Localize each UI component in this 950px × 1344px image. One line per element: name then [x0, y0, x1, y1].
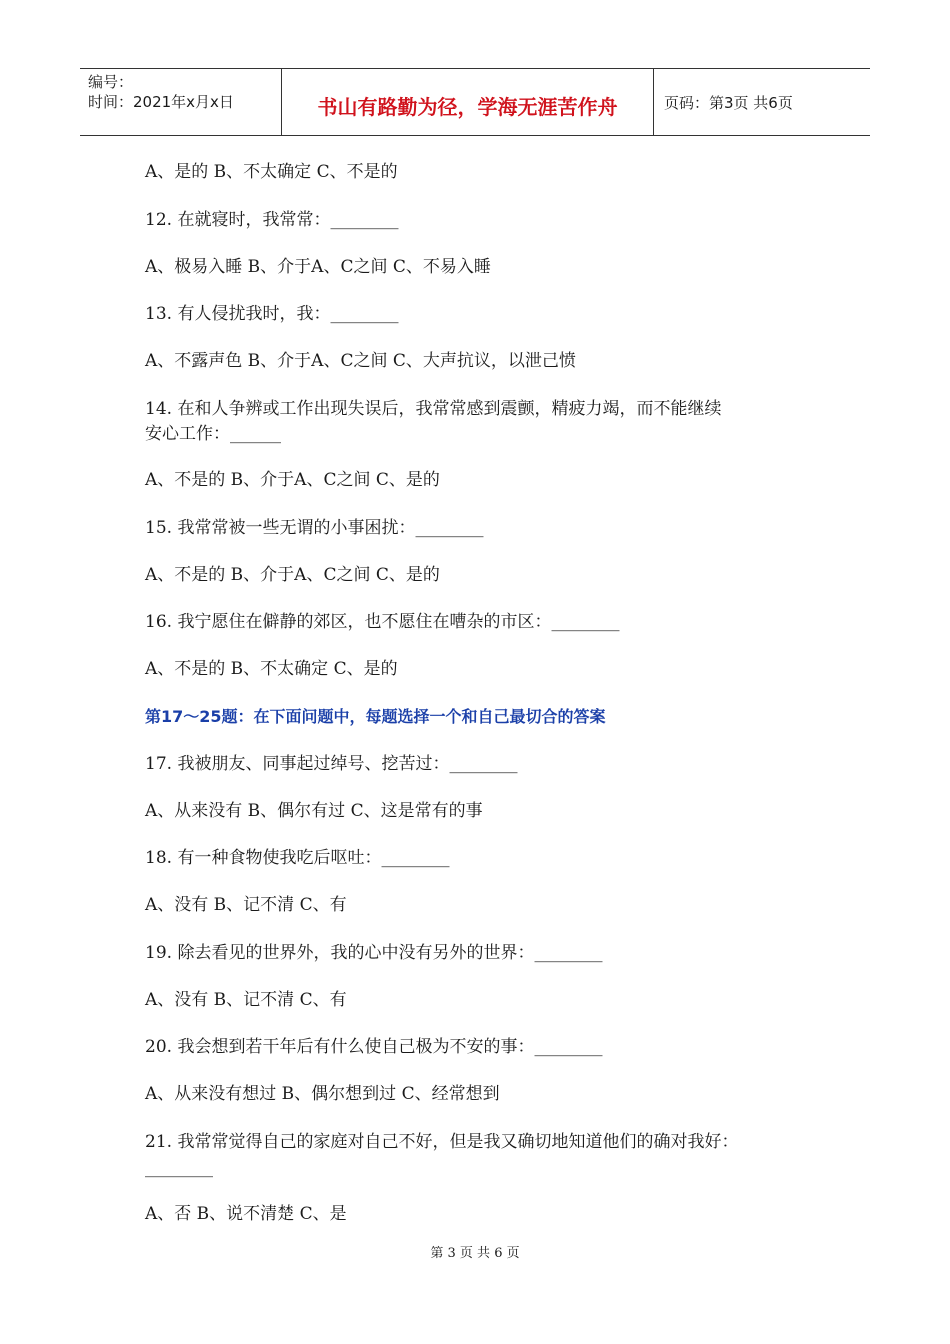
answer-options-19: A、没有 B、记不清 C、有 [145, 990, 347, 1010]
question-18: 18. 有一种食物使我吃后呕吐：________ [145, 848, 450, 868]
question-17: 17. 我被朋友、同事起过绰号、挖苦过：________ [145, 754, 518, 774]
header-page-info: 页码：第3页 共6页 [664, 93, 793, 112]
question-21: 21. 我常常觉得自己的家庭对自己不好，但是我又确切地知道他们的确对我好： [145, 1132, 739, 1152]
question-16: 16. 我宁愿住在僻静的郊区，也不愿住在嘈杂的市区：________ [145, 612, 620, 632]
answer-options-14: A、不是的 B、介于A、C之间 C、是的 [145, 470, 440, 490]
question-19: 19. 除去看见的世界外，我的心中没有另外的世界：________ [145, 943, 603, 963]
answer-options-20: A、从来没有想过 B、偶尔想到过 C、经常想到 [145, 1084, 500, 1104]
page-footer: 第 3 页 共 6 页 [430, 1246, 520, 1261]
question-12: 12. 在就寝时，我常常：________ [145, 210, 399, 230]
question-21-cont: ________ [145, 1158, 213, 1178]
question-15: 15. 我常常被一些无谓的小事困扰：________ [145, 518, 484, 538]
answer-options-16: A、不是的 B、不太确定 C、是的 [145, 659, 398, 679]
answer-options-15: A、不是的 B、介于A、C之间 C、是的 [145, 565, 440, 585]
answer-options-13: A、不露声色 B、介于A、C之间 C、大声抗议，以泄己愤 [145, 351, 576, 371]
header-motto: 书山有路勤为径，学海无涯苦作舟 [282, 69, 654, 135]
question-14: 14. 在和人争辨或工作出现失误后，我常常感到震颤，精疲力竭，而不能继续 [145, 399, 722, 419]
page-header [80, 68, 870, 136]
question-14-cont: 安心工作：______ [145, 424, 281, 444]
number-label: 编号： [88, 73, 134, 91]
question-13: 13. 有人侵扰我时，我：________ [145, 304, 399, 324]
answer-options-17: A、从来没有 B、偶尔有过 C、这是常有的事 [145, 801, 483, 821]
answer-options-11: A、是的 B、不太确定 C、不是的 [145, 162, 398, 182]
answer-options-12: A、极易入睡 B、介于A、C之间 C、不易入睡 [145, 257, 491, 277]
header-meta [80, 69, 282, 135]
answer-options-18: A、没有 B、记不清 C、有 [145, 895, 347, 915]
section-heading: 第17～25题：在下面问题中，每题选择一个和自己最切合的答案 [145, 707, 606, 726]
question-20: 20. 我会想到若干年后有什么使自己极为不安的事：________ [145, 1037, 603, 1057]
answer-options-21: A、否 B、说不清楚 C、是 [145, 1204, 347, 1224]
time-label: 时间：2021年x月x日 [88, 93, 234, 111]
